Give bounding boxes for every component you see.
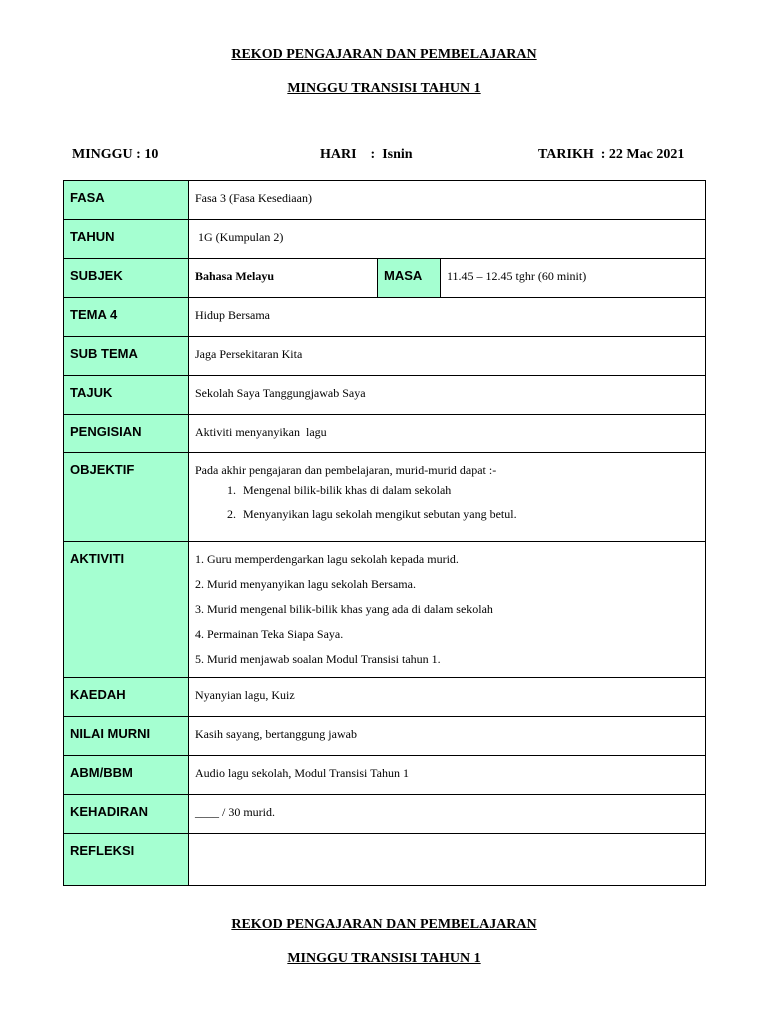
- label-pengisian: PENGISIAN: [64, 415, 189, 453]
- row-fasa: [64, 181, 706, 220]
- value-masa: 11.45 – 12.45 tghr (60 minit): [441, 259, 706, 298]
- label-tahun: TAHUN: [64, 220, 189, 259]
- label-tema: TEMA 4: [64, 298, 189, 337]
- aktiviti-item: 5. Murid menjawab soalan Modul Transisi tahun 1.: [195, 652, 441, 666]
- aktiviti-item: 4. Permainan Teka Siapa Saya.: [195, 627, 344, 641]
- label-kaedah: KAEDAH: [64, 678, 189, 717]
- value-tahun: 1G (Kumpulan 2): [189, 220, 706, 259]
- page-subtitle: MINGGU TRANSISI TAHUN 1: [287, 81, 481, 96]
- objektif-item: 1. Mengenal bilik-bilik khas di dalam sekolah: [239, 482, 699, 498]
- label-kehadiran: KEHADIRAN: [64, 795, 189, 834]
- label-abm-bbm: ABM/BBM: [64, 756, 189, 795]
- value-objektif: [189, 453, 706, 542]
- tarikh-field: TARIKH : 22 Mac 2021: [538, 147, 685, 162]
- label-refleksi: REFLEKSI: [64, 834, 189, 886]
- value-tema: Hidup Bersama: [189, 298, 706, 337]
- row-subjek: [64, 259, 706, 298]
- row-tajuk: [64, 376, 706, 415]
- row-abm-bbm: [64, 756, 706, 795]
- aktiviti-item: 1. Guru memperdengarkan lagu sekolah kepada murid.: [195, 552, 459, 566]
- aktiviti-item: 2. Murid menyanyikan lagu sekolah Bersama.: [195, 577, 416, 591]
- value-subjek: Bahasa Melayu: [189, 259, 378, 298]
- row-kaedah: [64, 678, 706, 717]
- value-kehadiran: ____ / 30 murid.: [189, 795, 706, 834]
- minggu-field: MINGGU : 10: [72, 147, 159, 162]
- hari-field: HARI : Isnin: [320, 147, 413, 162]
- value-tajuk: Sekolah Saya Tanggungjawab Saya: [189, 376, 706, 415]
- label-subtema: SUB TEMA: [64, 337, 189, 376]
- value-kaedah: Nyanyian lagu, Kuiz: [189, 678, 706, 717]
- value-fasa: Fasa 3 (Fasa Kesediaan): [189, 181, 706, 220]
- footer-subtitle: MINGGU TRANSISI TAHUN 1: [287, 951, 481, 966]
- label-nilai-murni: NILAI MURNI: [64, 717, 189, 756]
- row-tahun: [64, 220, 706, 259]
- page-title: REKOD PENGAJARAN DAN PEMBELAJARAN: [231, 47, 537, 62]
- lesson-record-table: [63, 180, 706, 886]
- value-subtema: Jaga Persekitaran Kita: [189, 337, 706, 376]
- footer-title: REKOD PENGAJARAN DAN PEMBELAJARAN: [231, 917, 537, 932]
- value-abm-bbm: Audio lagu sekolah, Modul Transisi Tahun 1: [189, 756, 706, 795]
- row-objektif: [64, 453, 706, 542]
- label-aktiviti: AKTIVITI: [64, 542, 189, 678]
- aktiviti-item: 3. Murid mengenal bilik-bilik khas yang ada di dalam sekolah: [195, 602, 493, 616]
- objektif-list: [195, 482, 699, 522]
- objektif-intro: Pada akhir pengajaran dan pembelajaran, murid-murid dapat :-: [195, 463, 497, 477]
- label-objektif: OBJEKTIF: [64, 453, 189, 542]
- value-refleksi[interactable]: [189, 834, 706, 886]
- value-nilai-murni: Kasih sayang, bertanggung jawab: [189, 717, 706, 756]
- label-fasa: FASA: [64, 181, 189, 220]
- label-subjek: SUBJEK: [64, 259, 189, 298]
- label-tajuk: TAJUK: [64, 376, 189, 415]
- label-masa: MASA: [378, 259, 441, 298]
- row-aktiviti: [64, 542, 706, 678]
- row-pengisian: [64, 415, 706, 453]
- value-aktiviti: [189, 542, 706, 678]
- row-refleksi: [64, 834, 706, 886]
- value-pengisian: Aktiviti menyanyikan lagu: [189, 415, 706, 453]
- objektif-item: 2. Menyanyikan lagu sekolah mengikut sebutan yang betul.: [239, 506, 699, 522]
- row-subtema: [64, 337, 706, 376]
- row-tema: [64, 298, 706, 337]
- row-nilai-murni: [64, 717, 706, 756]
- row-kehadiran: [64, 795, 706, 834]
